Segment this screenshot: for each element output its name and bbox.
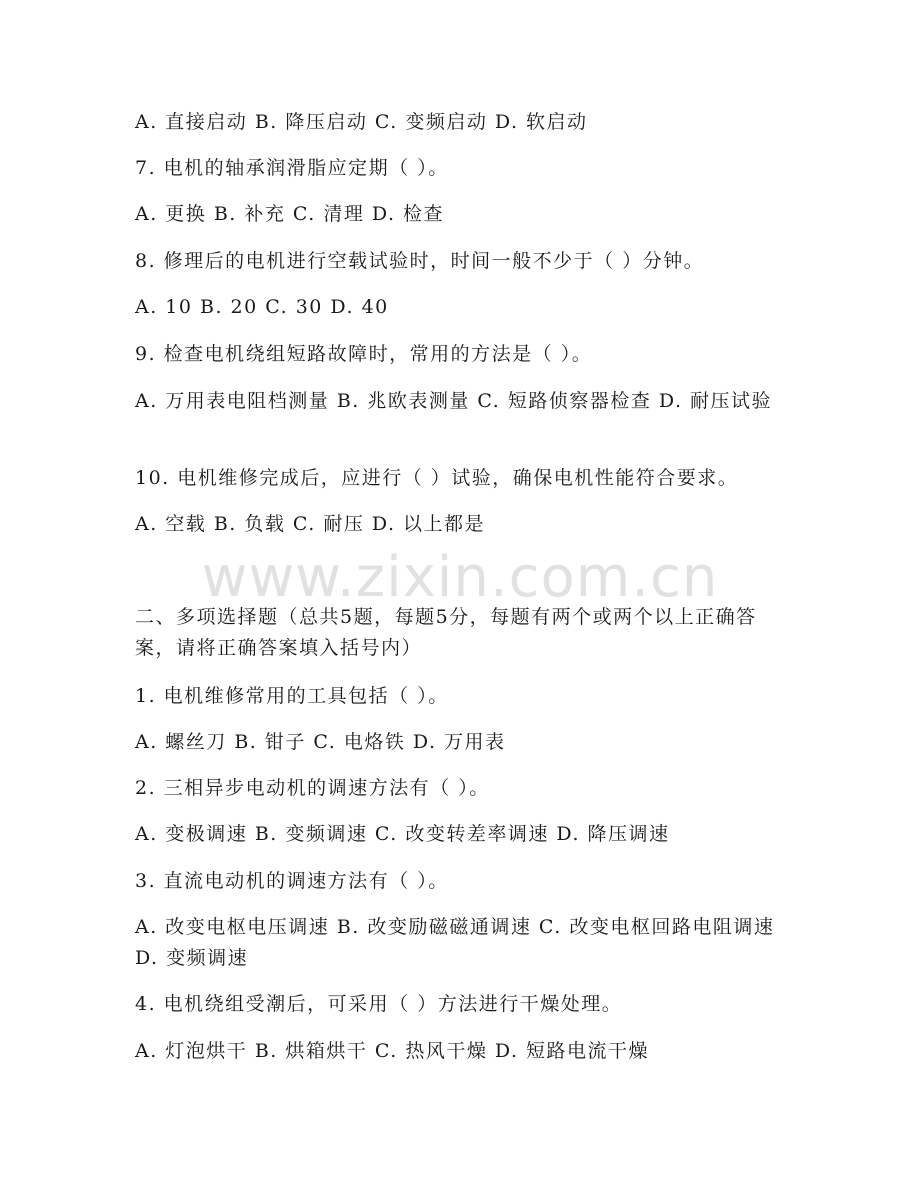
mc-question-4: 4. 电机绕组受潮后，可采用（ ）方法进行干燥处理。: [135, 993, 623, 1015]
mc-question-3: 3. 直流电动机的调速方法有（ ）。: [135, 870, 449, 892]
section-heading-multiple-choice: 二、多项选择题（总共5题，每题5分，每题有两个或两个以上正确答案，请将正确答案填入括号内）: [135, 606, 757, 659]
mc-options-3: A. 改变电枢电压调速 B. 改变励磁磁通调速 C. 改变电枢回路电阻调速 D. 变频调速: [135, 916, 775, 969]
mc-question-2: 2. 三相异步电动机的调速方法有（ ）。: [135, 777, 490, 799]
mc-question-1: 1. 电机维修常用的工具包括（ ）。: [135, 685, 449, 707]
question-8: 8. 修理后的电机进行空载试验时，时间一般不少于（ ）分钟。: [135, 250, 705, 272]
mc-options-4: A. 灯泡烘干 B. 烘箱烘干 C. 热风干燥 D. 短路电流干燥: [135, 1040, 650, 1062]
mc-options-1: A. 螺丝刀 B. 钳子 C. 电烙铁 D. 万用表: [135, 731, 506, 753]
watermark: www.zixin.com.cn: [201, 545, 719, 610]
options-q7: A. 更换 B. 补充 C. 清理 D. 检查: [135, 203, 445, 225]
options-q9: A. 万用表电阻档测量 B. 兆欧表测量 C. 短路侦察器检查 D. 耐压试验: [135, 390, 773, 412]
question-10: 10. 电机维修完成后，应进行（ ）试验，确保电机性能符合要求。: [135, 467, 739, 489]
question-9: 9. 检查电机绕组短路故障时，常用的方法是（ ）。: [135, 343, 593, 365]
options-q10: A. 空载 B. 负载 C. 耐压 D. 以上都是: [135, 513, 486, 535]
options-q6: A. 直接启动 B. 降压启动 C. 变频启动 D. 软启动: [135, 111, 588, 133]
mc-options-2: A. 变极调速 B. 变频调速 C. 改变转差率调速 D. 降压调速: [135, 823, 670, 845]
options-q8: A. 10 B. 20 C. 30 D. 40: [135, 296, 389, 318]
question-7: 7. 电机的轴承润滑脂应定期（ ）。: [135, 157, 449, 179]
